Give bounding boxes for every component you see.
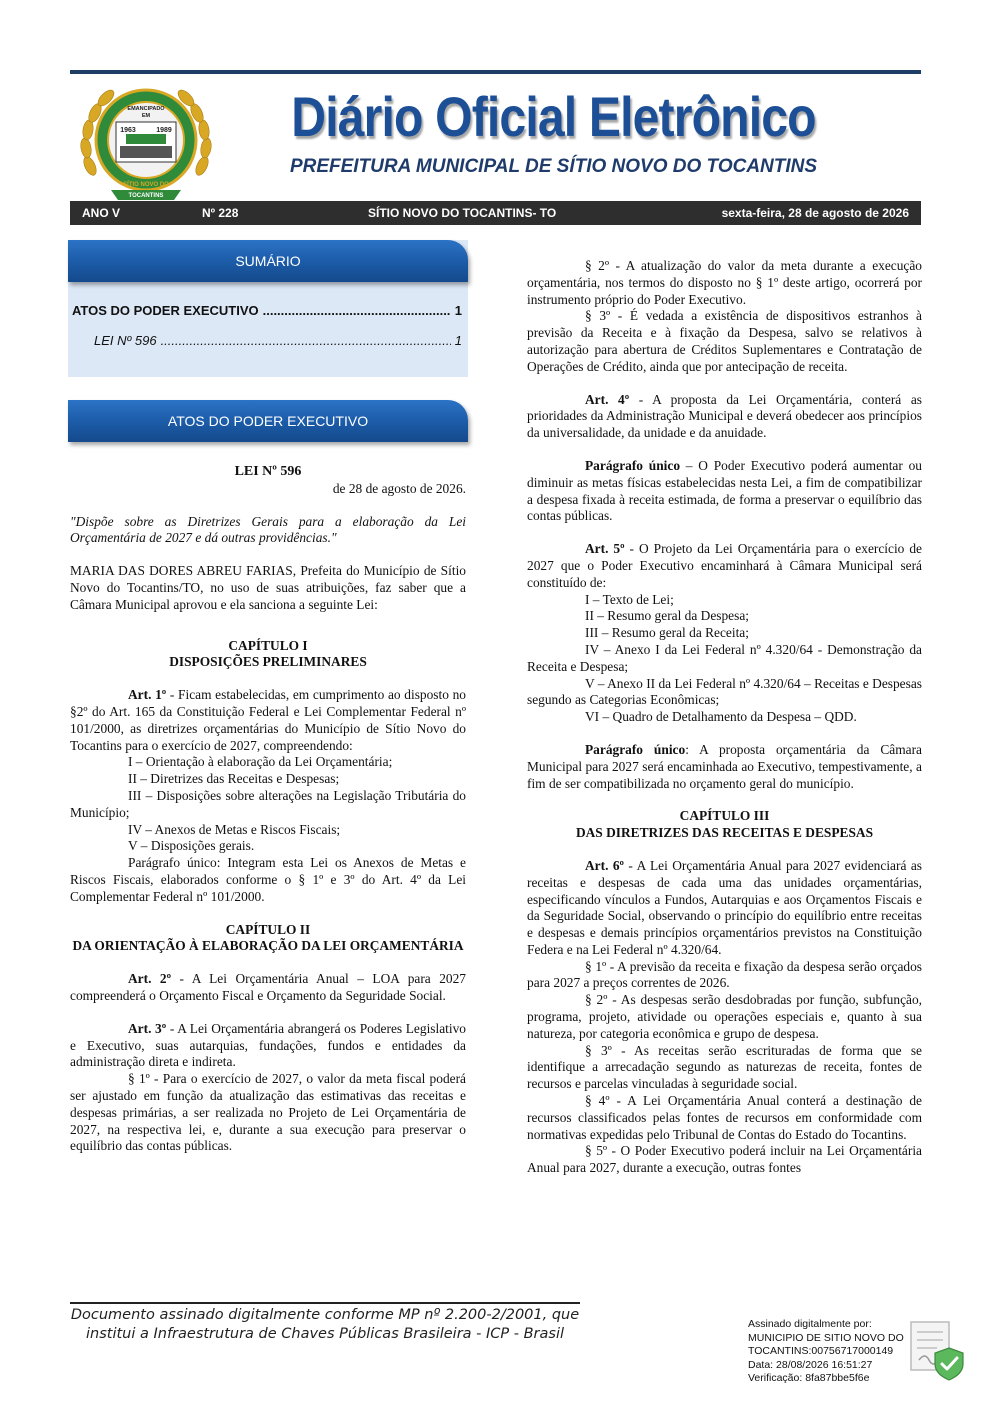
edition-city: SÍTIO NOVO DO TOCANTINS- TO [368, 206, 557, 220]
edition-year: ANO V [82, 206, 121, 220]
article-1-item: V – Disposições gerais. [128, 838, 255, 854]
right-column [527, 258, 922, 1177]
seal-text-emancipado: EMANCIPADO [127, 106, 165, 112]
summary-heading: SUMÁRIO [68, 240, 468, 282]
toc-leader-dots [161, 333, 451, 348]
section-heading-atos: ATOS DO PODER EXECUTIVO [68, 400, 468, 442]
article-1-item: III – Disposições sobre alterações na Legislação Tributária do Município; [70, 787, 466, 820]
seal-text-1963: 1963 [120, 127, 136, 134]
article-5-item: I – Texto de Lei; [585, 591, 674, 607]
toc-entry-lei[interactable] [94, 333, 462, 348]
article-5-item: VI – Quadro de Detalhamento da Despesa – QDD. [585, 709, 857, 725]
article-4-paragraph-text: – O Poder Executivo poderá aumentar ou diminuir as metas físicas estabelecidas nesta Lei, a fim de compatibilizar a despesa fixada à receita estimada, de forma a preservar o equilíbrio das contas públicas. [527, 457, 922, 524]
article-5-paragraph-text: : A proposta orçamentária da Câmara Municipal para 2027 será encaminhada ao Executivo, tempestivamente, a fim de ser compatibilizada no orçamento geral do município. [527, 741, 922, 791]
chapter-2-number: CAPÍTULO II [225, 921, 311, 937]
article-1-item: II – Diretrizes das Receitas e Despesas; [128, 771, 340, 787]
article-6-paragraph-2: § 2º - As despesas serão desdobradas por função, subfunção, programa, projeto, atividade ou operações especiais e, quanto à sua natureza, por categoria econômica e grupo de despesa. [527, 992, 922, 1041]
article-2-label: Art. 2º [128, 971, 172, 987]
article-4-text: - A proposta da Lei Orçamentária, conterá as prioridades da Administração Municipal e deverá obedecer aos princípios da universalidade, da unidade e da anuidade. [527, 391, 922, 441]
masthead-subtitle: PREFEITURA MUNICIPAL DE SÍTIO NOVO DO TOCANTINS [289, 156, 818, 177]
toc-entry-label: LEI Nº 596 [94, 333, 157, 348]
law-title: LEI Nº 596 [234, 464, 302, 479]
toc-entry-page: 1 [454, 333, 462, 348]
chapter-3-number: CAPÍTULO III [679, 808, 770, 824]
article-4-paragraph [527, 458, 922, 525]
article-1-item: I – Orientação à elaboração da Lei Orçamentária; [128, 754, 393, 770]
article-3-paragraph-1: § 1º - Para o exercício de 2027, o valor da meta fiscal poderá ser ajustado em função da atualização das estimativas das receitas e despesas primárias, a ser realizada no Projeto de Lei Orçamentária de 2027, na respectiva lei, e, durante a sua execução para preservar o equilíbrio das contas públicas. [70, 1071, 466, 1154]
article-4-label: Art. 4º [585, 391, 630, 407]
article-1-paragraph: Parágrafo único: Integram esta Lei os Anexos de Metas e Riscos Fiscais, elaborados conforme o § 1º e 3º do Art. 4º da Lei Complementar Federal nº 101/2000. [70, 855, 466, 904]
article-1-item: IV – Anexos de Metas e Riscos Fiscais; [128, 821, 341, 837]
footer-line-2: institui a Infraestrutura de Chaves Públicas Brasileira - ICP - Brasil [85, 1326, 565, 1342]
article-2 [70, 971, 466, 1005]
article-6-paragraph-5: § 5º - O Poder Executivo poderá incluir na Lei Orçamentária Anual para 2027, durante a execução, outras fontes [527, 1143, 922, 1176]
seal-text-city-2: TOCANTINS [128, 193, 164, 199]
signature-line: MUNICIPIO DE SITIO NOVO DO [748, 1331, 904, 1344]
article-5-item: V – Anexo II da Lei Federal nº 4.320/64 – Receitas e Despesas segundo as Categorias Econômicas; [527, 675, 922, 708]
edition-bar [70, 201, 921, 225]
toc-leader-dots [263, 303, 451, 318]
article-4-paragraph-label: Parágrafo único [585, 457, 681, 473]
article-5-paragraph-label: Parágrafo único [585, 741, 686, 757]
article-6-paragraph-3: § 3º - As receitas serão escrituradas de forma que se identifique a arrecadação segundo as naturezas de receita, fontes de recursos e parcelas vinculadas à seguridade social. [527, 1042, 922, 1092]
chapter-1-number: CAPÍTULO I [228, 637, 308, 653]
article-5 [527, 541, 922, 591]
signature-line: Verificação: 8fa87bbe5f6e [748, 1372, 870, 1385]
footer-legal-notice [70, 1306, 580, 1344]
chapter-1-title: DISPOSIÇÕES PRELIMINARES [169, 654, 367, 670]
masthead-title: Diário Oficial Eletrônico [291, 85, 816, 148]
article-1-text: - Ficam estabelecidas, em cumprimento ao disposto no §2º do Art. 165 da Constituição Federal e Lei Complementar Federal nº 101/2000, as diretrizes orçamentárias do Município de Sítio Novo do Tocantins para o exercício de 2027, compreendendo: [70, 687, 466, 753]
article-6-label: Art. 6º [585, 857, 624, 873]
article-5-paragraph [527, 742, 922, 792]
certificate-check-icon [905, 1318, 971, 1384]
edition-date: sexta-feira, 28 de agosto de 2026 [721, 206, 909, 220]
toc-entry-label: ATOS DO PODER EXECUTIVO [72, 303, 259, 318]
seal-text-1989: 1989 [156, 127, 172, 134]
article-3-text: - A Lei Orçamentária abrangerá os Poderes Legislativo e Executivo, suas autarquias, fundações, fundos e entidades da administração direta e indireta. [70, 1020, 466, 1070]
seal-text-em: EM [141, 113, 151, 119]
signature-line: Assinado digitalmente por: [748, 1318, 872, 1330]
article-6 [527, 858, 922, 959]
footer-rule [70, 1302, 580, 1304]
chapter-3-title: DAS DIRETRIZES DAS RECEITAS E DESPESAS [575, 825, 874, 841]
edition-number: Nº 228 [202, 206, 239, 220]
chapter-2-title: DA ORIENTAÇÃO À ELABORAÇÃO DA LEI ORÇAMENTÁRIA [72, 938, 464, 954]
article-5-item: IV – Anexo I da Lei Federal nº 4.320/64 - Demonstração da Receita e Despesa; [527, 641, 922, 674]
article-1-label: Art. 1º [128, 687, 167, 703]
signature-line: Data: 28/08/2026 16:51:27 [748, 1358, 873, 1371]
signature-line: TOCANTINS:00756717000149 [748, 1345, 894, 1358]
article-3 [70, 1021, 466, 1071]
law-preamble: MARIA DAS DORES ABREU FARIAS, Prefeita do Município de Sítio Novo do Tocantins/TO, no uso de suas atribuições, faz saber que a Câmara Municipal aprovou e ela sanciona a seguinte Lei: [70, 563, 466, 612]
article-3-paragraph-3: § 3º - É vedada a existência de dispositivos estranhos à previsão da Receita e à fixação da Despesa, salvo se relativos à autorização para abertura de Créditos Suplementares e Contratação de Operações de Crédito, ainda que por antecipação de receita. [527, 308, 922, 374]
article-5-text: - O Projeto da Lei Orçamentária para o exercício de 2027 que o Poder Executivo encaminhará à Câmara Municipal será constituído de: [527, 541, 922, 590]
article-2-text: - A Lei Orçamentária Anual – LOA para 2027 compreenderá o Orçamento Fiscal e Orçamento da Seguridade Social. [70, 971, 467, 1003]
toc-entry-page: 1 [454, 303, 462, 318]
article-4 [527, 392, 922, 442]
seal-text-city-1: SÍTIO NOVO DO [123, 182, 169, 188]
top-rule [70, 70, 921, 74]
article-5-item: III – Resumo geral da Receita; [585, 625, 749, 641]
toc-entry-atos[interactable] [72, 303, 462, 318]
article-3-label: Art. 3º [128, 1020, 167, 1036]
article-3-paragraph-2: § 2º - A atualização do valor da meta durante a execução orçamentária, nos termos do disposto no § 1º deste artigo, ocorrerá por instrumento próprio do Poder Executivo. [527, 258, 922, 307]
article-5-item: II – Resumo geral da Despesa; [585, 608, 749, 624]
article-6-paragraph-4: § 4º - A Lei Orçamentária Anual conterá a destinação de recursos classificados pelas fontes de recursos em conformidade com normativas expedidas pelo Tribunal de Contas do Estado do Tocantins. [527, 1093, 922, 1142]
left-column [70, 464, 466, 1155]
article-5-label: Art. 5º [585, 541, 625, 557]
article-6-text: - A Lei Orçamentária Anual para 2027 evidenciará as receitas e despesas de cada uma das unidades orçamentárias, especificando vínculos a Fundos, Autarquias e aos Orçamentos Fiscais e da Seguridade Social, observando o princípio do equilíbrio entre receitas e despesas e demais princípios orçamentários previstos na Constituição Federa e na Lei Federal nº 4.320/64. [527, 857, 922, 957]
article-1 [70, 687, 466, 754]
footer-line-1: Documento assinado digitalmente conforme MP nº 2.200-2/2001, que [70, 1307, 580, 1323]
law-summary: "Dispõe sobre as Diretrizes Gerais para a elaboração da Lei Orçamentária de 2027 e dá outras providências." [70, 513, 466, 546]
municipal-seal-logo [76, 78, 216, 206]
law-date: de 28 de agosto de 2026. [332, 480, 466, 496]
article-6-paragraph-1: § 1º - A previsão da receita e fixação da despesa serão orçados para 2027 a preços correntes de 2026. [527, 958, 922, 991]
